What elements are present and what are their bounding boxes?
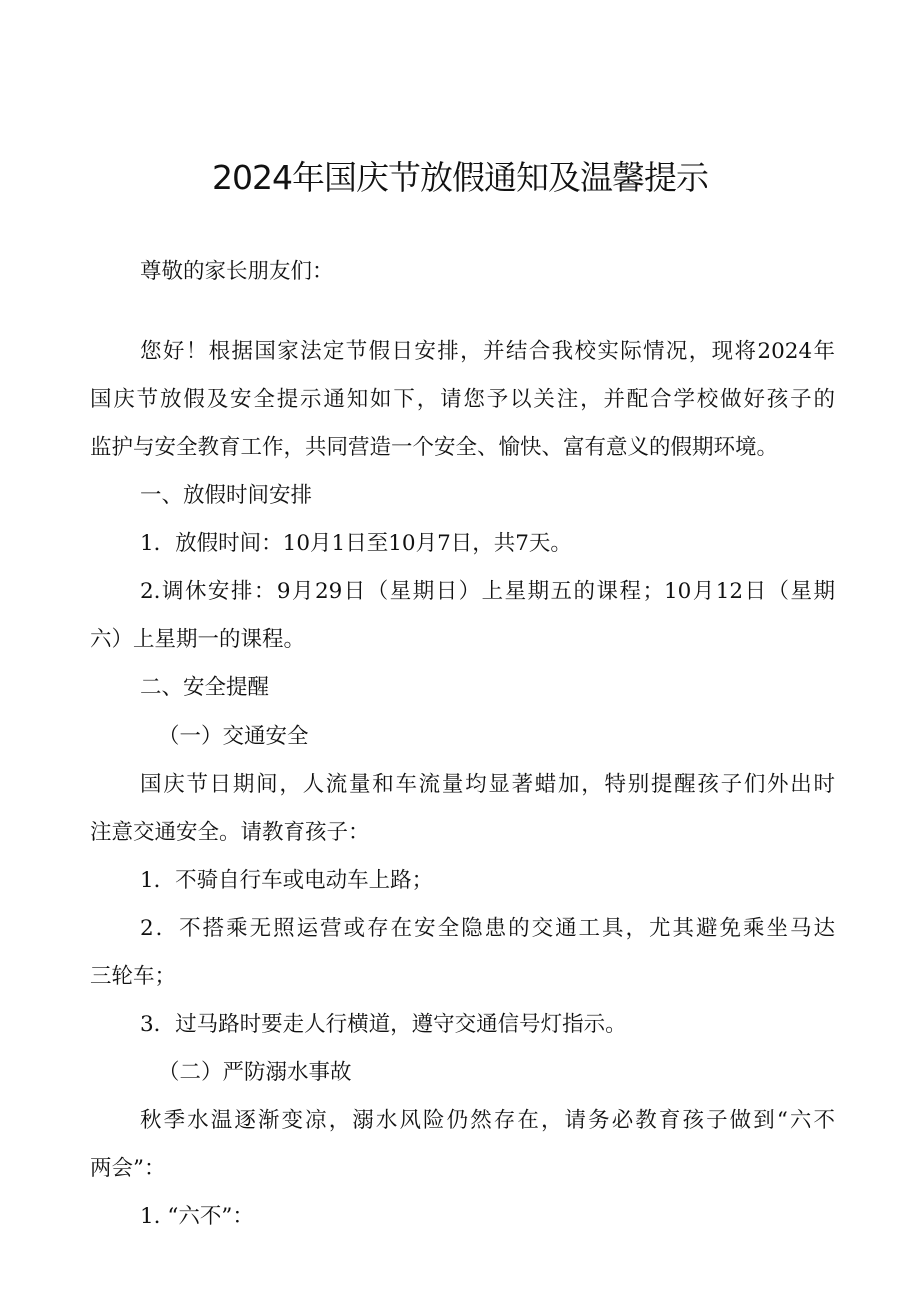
traffic-item-2-cont: 三轮车； [90, 964, 177, 989]
drowning-para-line-2: 两会”： [90, 1156, 166, 1181]
section-heading-safety: 二、安全提醒 [140, 675, 270, 700]
intro-line-2: 国庆节放假及安全提示通知如下，请您予以关注，并配合学校做好孩子的 [90, 387, 835, 412]
traffic-para-line-2: 注意交通安全。请教育孩子： [90, 820, 370, 845]
subheading-traffic: （一）交通安全 [158, 724, 309, 749]
document-title: 2024年国庆节放假通知及温馨提示 [212, 158, 708, 197]
drowning-para-line-1: 秋季水温逐渐变凉，溺水风险仍然存在，请务必教育孩子做到“六不 [140, 1108, 835, 1133]
intro-line-3: 监护与安全教育工作，共同营造一个安全、愉快、富有意义的假期环境。 [90, 435, 779, 460]
section-heading-schedule: 一、放假时间安排 [140, 483, 313, 508]
traffic-item-2: 2．不搭乘无照运营或存在安全隐患的交通工具，尤其避免乘坐马达 [140, 916, 835, 941]
traffic-item-1: 1．不骑自行车或电动车上路； [140, 868, 434, 893]
drowning-item-1: 1. “六不”： [140, 1204, 254, 1229]
traffic-item-3: 3．过马路时要走人行横道，遵守交通信号灯指示。 [140, 1012, 627, 1037]
traffic-para-line-1: 国庆节日期间，人流量和车流量均显著蜡加，特别提醒孩子们外出时 [140, 772, 835, 797]
schedule-item-1: 1．放假时间：10月1日至10月7日，共7天。 [140, 531, 572, 556]
schedule-item-2-cont: 六）上星期一的课程。 [90, 627, 306, 652]
schedule-item-2: 2.调休安排：9月29日（星期日）上星期五的课程；10月12日（星期 [140, 579, 835, 604]
subheading-drowning: （二）严防溺水事故 [158, 1060, 352, 1085]
salutation: 尊敬的家长朋友们： [140, 259, 334, 284]
intro-line-1: 您好！根据国家法定节假日安排，并结合我校实际情况，现将2024年 [140, 339, 835, 364]
